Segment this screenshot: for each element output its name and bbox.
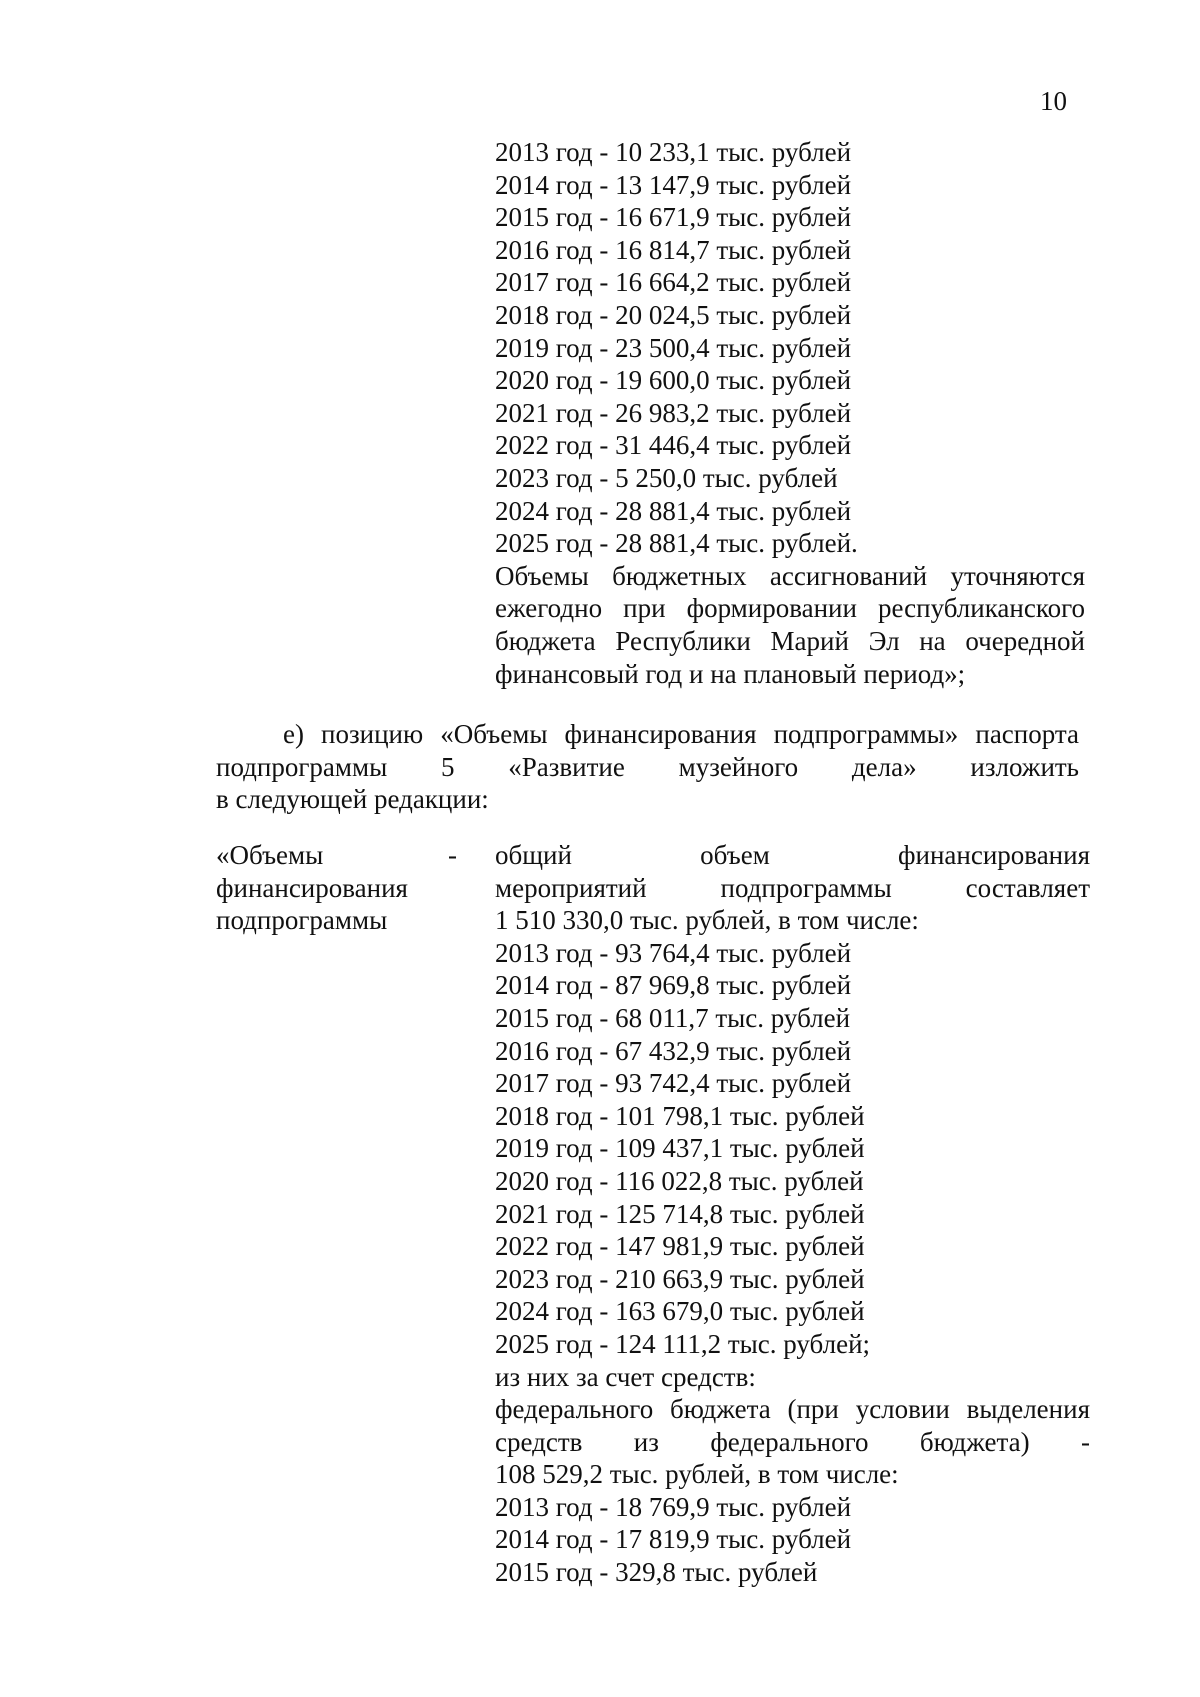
year-line: 2024 год - 163 679,0 тыс. рублей bbox=[495, 1296, 865, 1327]
federal-year-line: 2015 год - 329,8 тыс. рублей bbox=[495, 1557, 818, 1588]
year-line: 2016 год - 67 432,9 тыс. рублей bbox=[495, 1035, 852, 1066]
federal-line: 108 529,2 тыс. рублей, в том числе: bbox=[495, 1459, 899, 1490]
year-line: 2024 год - 28 881,4 тыс. рублей bbox=[495, 495, 852, 526]
label-dash: - bbox=[448, 840, 457, 870]
year-line: 2017 год - 16 664,2 тыс. рублей bbox=[495, 267, 852, 298]
label-line: подпрограммы bbox=[216, 905, 388, 936]
federal-line: средств из федерального бюджета) - bbox=[495, 1426, 1090, 1457]
federal-year-line: 2013 год - 18 769,9 тыс. рублей bbox=[495, 1491, 852, 1522]
paragraph-line: е) позицию «Объемы финансирования подпрограммы» паспорта bbox=[283, 719, 1079, 749]
note-line: Объемы бюджетных ассигнований уточняются bbox=[495, 560, 1085, 591]
top-financing-block bbox=[495, 136, 1085, 690]
year-line: 2013 год - 93 764,4 тыс. рублей bbox=[495, 937, 852, 968]
year-line: 2025 год - 28 881,4 тыс. рублей. bbox=[495, 528, 858, 559]
year-line: 2021 год - 26 983,2 тыс. рублей bbox=[495, 397, 852, 428]
paragraph-line: подпрограммы 5 «Развитие музейного дела» изложить bbox=[216, 751, 1079, 782]
intro-line: общий объем финансирования bbox=[495, 840, 1090, 870]
note-line: ежегодно при формировании республиканского bbox=[495, 593, 1085, 624]
note-line: финансовый год и на плановый период»; bbox=[495, 658, 966, 689]
label-line: «Объемы bbox=[216, 840, 324, 870]
intro-block bbox=[495, 839, 1090, 937]
year-line: 2016 год - 16 814,7 тыс. рублей bbox=[495, 234, 852, 265]
year-line: 2014 год - 87 969,8 тыс. рублей bbox=[495, 970, 852, 1001]
federal-block bbox=[495, 1393, 1090, 1491]
intro-line: 1 510 330,0 тыс. рублей, в том числе: bbox=[495, 905, 919, 936]
year-line: 2015 год - 68 011,7 тыс. рублей bbox=[495, 1002, 851, 1033]
year-line: 2021 год - 125 714,8 тыс. рублей bbox=[495, 1198, 865, 1229]
page-number: 10 bbox=[1040, 86, 1067, 116]
year-line: 2020 год - 116 022,8 тыс. рублей bbox=[495, 1165, 864, 1196]
year-line: 2019 год - 109 437,1 тыс. рублей bbox=[495, 1133, 865, 1164]
intro-line: мероприятий подпрограммы составляет bbox=[495, 872, 1090, 903]
year-line: 2018 год - 101 798,1 тыс. рублей bbox=[495, 1100, 865, 1131]
passport-label bbox=[216, 839, 466, 937]
year-line: 2013 год - 10 233,1 тыс. рублей bbox=[495, 137, 852, 167]
paragraph-e bbox=[216, 718, 1079, 816]
passport-value bbox=[495, 839, 1090, 1589]
year-line: 2022 год - 31 446,4 тыс. рублей bbox=[495, 430, 852, 461]
year-line: 2017 год - 93 742,4 тыс. рублей bbox=[495, 1068, 852, 1099]
budget-note bbox=[495, 560, 1085, 690]
label-line: финансирования bbox=[216, 872, 408, 903]
year-line: 2018 год - 20 024,5 тыс. рублей bbox=[495, 299, 852, 330]
year-line: 2020 год - 19 600,0 тыс. рублей bbox=[495, 365, 852, 396]
year-line: 2015 год - 16 671,9 тыс. рублей bbox=[495, 202, 852, 233]
sources-heading: из них за счет средств: bbox=[495, 1361, 756, 1392]
federal-year-line: 2014 год - 17 819,9 тыс. рублей bbox=[495, 1524, 852, 1555]
paragraph-line: в следующей редакции: bbox=[216, 784, 489, 815]
federal-line: федерального бюджета (при условии выделения bbox=[495, 1394, 1090, 1425]
year-line: 2023 год - 5 250,0 тыс. рублей bbox=[495, 462, 838, 493]
year-line: 2014 год - 13 147,9 тыс. рублей bbox=[495, 169, 852, 200]
note-line: бюджета Республики Марий Эл на очередной bbox=[495, 625, 1085, 656]
year-line: 2023 год - 210 663,9 тыс. рублей bbox=[495, 1263, 865, 1294]
year-line: 2022 год - 147 981,9 тыс. рублей bbox=[495, 1231, 865, 1262]
year-line: 2019 год - 23 500,4 тыс. рублей bbox=[495, 332, 852, 363]
year-line: 2025 год - 124 111,2 тыс. рублей; bbox=[495, 1328, 871, 1359]
